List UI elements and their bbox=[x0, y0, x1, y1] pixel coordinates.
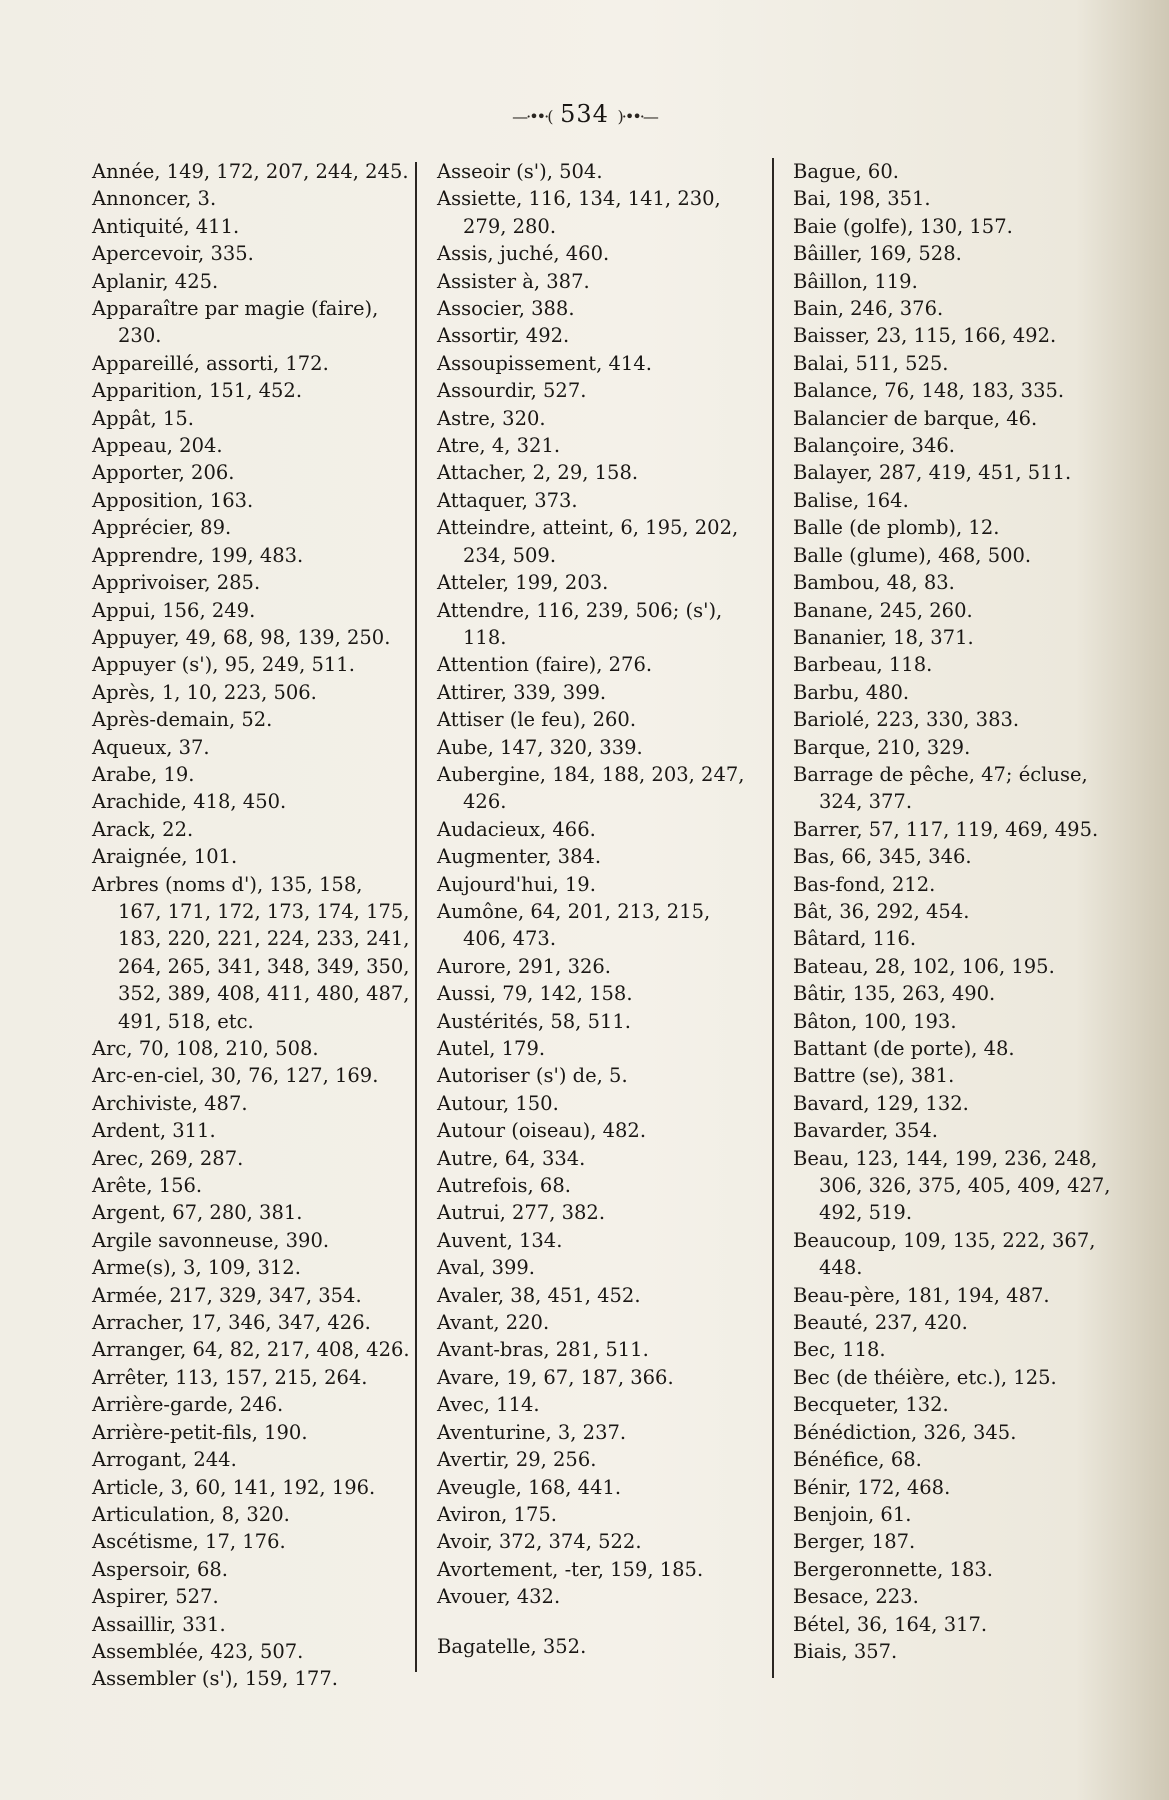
index-entry: Bétel, 36, 164, 317. bbox=[793, 1612, 988, 1636]
index-entry: Bergeronnette, 183. bbox=[793, 1557, 993, 1581]
index-entry: Arc-en-ciel, 30, 76, 127, 169. bbox=[92, 1064, 379, 1088]
page-number: 534 bbox=[560, 100, 609, 128]
index-entry: Apprendre, 199, 483. bbox=[92, 543, 304, 567]
index-entry: Bain, 246, 376. bbox=[793, 297, 944, 321]
index-entry: Autoriser (s') de, 5. bbox=[437, 1064, 628, 1088]
index-entry: Battant (de porte), 48. bbox=[793, 1037, 1015, 1060]
index-entry: Bec, 118. bbox=[793, 1338, 886, 1362]
index-entry: Avare, 19, 67, 187, 366. bbox=[437, 1365, 674, 1389]
index-entry: Barque, 210, 329. bbox=[793, 735, 971, 759]
index-entry: Bâtard, 116. bbox=[793, 927, 917, 951]
index-entry: Avortement, -ter, 159, 185. bbox=[437, 1557, 704, 1581]
index-entry: Après, 1, 10, 223, 506. bbox=[92, 680, 317, 704]
index-entry: Bateau, 28, 102, 106, 195. bbox=[793, 954, 1055, 978]
page-header bbox=[0, 100, 1169, 128]
index-entry: Bas, 66, 345, 346. bbox=[793, 845, 972, 869]
index-entry: Beauté, 237, 420. bbox=[793, 1311, 968, 1335]
index-entry: Arrêter, 113, 157, 215, 264. bbox=[92, 1365, 368, 1389]
column-gap bbox=[437, 1611, 759, 1633]
header-ornament-right: )·••·— bbox=[617, 107, 657, 126]
index-entry: Arracher, 17, 346, 347, 426. bbox=[92, 1311, 371, 1335]
index-entry: Armée, 217, 329, 347, 354. bbox=[92, 1283, 362, 1307]
index-entry: Avec, 114. bbox=[437, 1393, 540, 1417]
index-entry: Apprécier, 89. bbox=[92, 516, 232, 540]
header-ornament-left: —·••·( bbox=[512, 107, 552, 126]
index-entry: Apparaître par magie (faire), 230. bbox=[92, 297, 379, 348]
index-entry: Assaillir, 331. bbox=[92, 1612, 226, 1636]
index-entry: Autour, 150. bbox=[437, 1091, 559, 1115]
index-entry: Avant-bras, 281, 511. bbox=[437, 1338, 649, 1362]
index-entry: Aubergine, 184, 188, 203, 247, 426. bbox=[437, 762, 745, 814]
index-entry: Beau-père, 181, 194, 487. bbox=[793, 1283, 1050, 1307]
index-column-1 bbox=[92, 158, 410, 1693]
index-entry: Asseoir (s'), 504. bbox=[437, 160, 603, 183]
index-entry: Baisser, 23, 115, 166, 492. bbox=[793, 324, 1057, 348]
index-entry: Balance, 76, 148, 183, 335. bbox=[793, 379, 1065, 403]
index-entry: Avertir, 29, 256. bbox=[437, 1448, 597, 1472]
index-entry: Benjoin, 61. bbox=[793, 1502, 912, 1526]
index-entry: Appuyer, 49, 68, 98, 139, 250. bbox=[92, 625, 391, 649]
index-entry: Année, 149, 172, 207, 244, 245. bbox=[92, 160, 409, 183]
index-entry: Audacieux, 466. bbox=[437, 817, 596, 841]
index-entry: Attacher, 2, 29, 158. bbox=[437, 461, 639, 485]
index-entry: Biais, 357. bbox=[793, 1639, 898, 1663]
index-entry: Barrage de pêche, 47; écluse, 324, 377. bbox=[793, 762, 1088, 814]
index-entry: Avouer, 432. bbox=[437, 1585, 561, 1609]
index-entry: Arranger, 64, 82, 217, 408, 426. bbox=[92, 1338, 410, 1362]
index-entry: Appât, 15. bbox=[92, 406, 194, 430]
index-entry: Barrer, 57, 117, 119, 469, 495. bbox=[793, 817, 1099, 841]
index-entry: Assoupissement, 414. bbox=[437, 351, 652, 375]
index-entry: Aspersoir, 68. bbox=[92, 1557, 229, 1581]
index-entry: Aventurine, 3, 237. bbox=[437, 1420, 627, 1444]
index-entry: Bananier, 18, 371. bbox=[793, 625, 974, 649]
index-entry: Aube, 147, 320, 339. bbox=[437, 735, 643, 759]
index-entry: Arack, 22. bbox=[92, 817, 194, 841]
index-entry: Aveugle, 168, 441. bbox=[437, 1475, 622, 1499]
index-entry: Bague, 60. bbox=[793, 160, 899, 183]
index-entry: Arrogant, 244. bbox=[92, 1448, 237, 1472]
index-entry: Austérités, 58, 511. bbox=[437, 1009, 631, 1033]
index-entry: Bavard, 129, 132. bbox=[793, 1091, 969, 1115]
index-entry: Attendre, 116, 239, 506; (s'), 118. bbox=[437, 598, 723, 649]
index-entry: Aval, 399. bbox=[437, 1256, 535, 1280]
index-entry-trailing: Bagatelle, 352. bbox=[437, 1634, 587, 1658]
index-entry: Après-demain, 52. bbox=[92, 708, 273, 732]
index-entry: Beaucoup, 109, 135, 222, 367, 448. bbox=[793, 1228, 1096, 1280]
index-entry: Attaquer, 373. bbox=[437, 488, 578, 512]
index-entry: Articulation, 8, 320. bbox=[92, 1502, 290, 1526]
index-entry: Bâtir, 135, 263, 490. bbox=[793, 982, 996, 1006]
index-entry: Baie (golfe), 130, 157. bbox=[793, 214, 1013, 238]
index-entry: Battre (se), 381. bbox=[793, 1064, 955, 1088]
index-entry: Assis, juché, 460. bbox=[437, 242, 610, 266]
index-entry: Bâillon, 119. bbox=[793, 269, 918, 293]
index-entry: Araignée, 101. bbox=[92, 845, 238, 869]
index-entry: Assourdir, 527. bbox=[437, 379, 587, 403]
index-entry: Avant, 220. bbox=[437, 1311, 550, 1335]
index-entry: Banane, 245, 260. bbox=[793, 598, 973, 622]
index-entry: Berger, 187. bbox=[793, 1530, 916, 1554]
index-entry: Aussi, 79, 142, 158. bbox=[437, 982, 633, 1006]
index-entry: Bambou, 48, 83. bbox=[793, 571, 955, 595]
index-entry: Attention (faire), 276. bbox=[437, 653, 653, 677]
index-entry: Balançoire, 346. bbox=[793, 434, 955, 458]
index-entry: Ascétisme, 17, 176. bbox=[92, 1530, 286, 1554]
index-entry: Arrière-garde, 246. bbox=[92, 1393, 284, 1417]
index-entry: Bec (de théière, etc.), 125. bbox=[793, 1365, 1057, 1389]
index-entry: Assemblée, 423, 507. bbox=[92, 1639, 304, 1663]
index-entry: Arête, 156. bbox=[92, 1174, 203, 1198]
index-entry: Bénir, 172, 468. bbox=[793, 1475, 951, 1499]
index-entry: Aplanir, 425. bbox=[92, 269, 219, 293]
index-entry: Apprivoiser, 285. bbox=[92, 571, 261, 595]
index-entry: Avaler, 38, 451, 452. bbox=[437, 1283, 641, 1307]
index-entry: Becqueter, 132. bbox=[793, 1393, 949, 1417]
index-entry: Appui, 156, 249. bbox=[92, 598, 256, 622]
index-entry: Appeau, 204. bbox=[92, 434, 223, 458]
index-entry: Apercevoir, 335. bbox=[92, 242, 254, 266]
index-entry: Aujourd'hui, 19. bbox=[437, 872, 596, 896]
index-entry: Balise, 164. bbox=[793, 488, 909, 512]
index-entry: Apporter, 206. bbox=[92, 461, 235, 485]
index-entry: Augmenter, 384. bbox=[437, 845, 602, 869]
index-entry: Apposition, 163. bbox=[92, 488, 254, 512]
index-entry: Associer, 388. bbox=[437, 297, 575, 321]
index-entry: Appuyer (s'), 95, 249, 511. bbox=[92, 653, 355, 677]
index-entry: Autel, 179. bbox=[437, 1037, 546, 1060]
index-entry: Aumône, 64, 201, 213, 215, 406, 473. bbox=[437, 899, 711, 951]
index-entry: Atre, 4, 321. bbox=[437, 434, 561, 458]
index-entry: Article, 3, 60, 141, 192, 196. bbox=[92, 1475, 376, 1499]
index-entry: Autrefois, 68. bbox=[437, 1174, 571, 1198]
index-entry: Assortir, 492. bbox=[437, 324, 570, 348]
index-entry: Auvent, 134. bbox=[437, 1228, 563, 1252]
index-entry: Bâiller, 169, 528. bbox=[793, 242, 962, 266]
index-entry: Archiviste, 487. bbox=[92, 1091, 248, 1115]
index-entry: Apparition, 151, 452. bbox=[92, 379, 303, 403]
index-entry: Assister à, 387. bbox=[437, 269, 590, 293]
index-entry: Antiquité, 411. bbox=[92, 214, 240, 238]
index-entry: Arabe, 19. bbox=[92, 762, 195, 786]
index-entry: Atteler, 199, 203. bbox=[437, 571, 609, 595]
index-entry: Beau, 123, 144, 199, 236, 248, 306, 326, 375, 405, 409, 427, 492, 519. bbox=[793, 1146, 1111, 1225]
index-entry: Aurore, 291, 326. bbox=[437, 954, 611, 978]
index-entry: Ardent, 311. bbox=[92, 1119, 216, 1143]
index-entry: Bénéfice, 68. bbox=[793, 1448, 922, 1472]
index-entry: Balle (glume), 468, 500. bbox=[793, 543, 1032, 567]
index-entry: Aspirer, 527. bbox=[92, 1585, 219, 1609]
index-entry: Atteindre, atteint, 6, 195, 202, 234, 509. bbox=[437, 516, 739, 567]
index-entry: Arachide, 418, 450. bbox=[92, 790, 287, 814]
index-entry: Balancier de barque, 46. bbox=[793, 406, 1038, 430]
index-column-2 bbox=[437, 158, 759, 1660]
index-entry: Argile savonneuse, 390. bbox=[92, 1228, 330, 1252]
index-entry: Balai, 511, 525. bbox=[793, 351, 949, 375]
index-entry: Autrui, 277, 382. bbox=[437, 1201, 606, 1225]
index-entry: Balle (de plomb), 12. bbox=[793, 516, 1000, 540]
index-entry: Bai, 198, 351. bbox=[793, 187, 931, 211]
index-entry: Barbeau, 118. bbox=[793, 653, 933, 677]
index-entry: Besace, 223. bbox=[793, 1585, 919, 1609]
index-entry: Attirer, 339, 399. bbox=[437, 680, 607, 704]
index-entry: Appareillé, assorti, 172. bbox=[92, 351, 329, 375]
index-column-3 bbox=[793, 158, 1118, 1665]
index-entry: Arec, 269, 287. bbox=[92, 1146, 244, 1170]
column-rule-right bbox=[772, 158, 774, 1678]
index-entry: Aqueux, 37. bbox=[92, 735, 210, 759]
index-entry: Bas-fond, 212. bbox=[793, 872, 936, 896]
index-entry: Arrière-petit-fils, 190. bbox=[92, 1420, 308, 1444]
index-entry: Bâton, 100, 193. bbox=[793, 1009, 957, 1033]
index-entry: Avoir, 372, 374, 522. bbox=[437, 1530, 642, 1554]
index-entry: Bénédiction, 326, 345. bbox=[793, 1420, 1017, 1444]
column-rule-left bbox=[415, 162, 417, 1672]
index-entry: Bariolé, 223, 330, 383. bbox=[793, 708, 1020, 732]
index-entry: Assembler (s'), 159, 177. bbox=[92, 1667, 338, 1691]
index-entry: Argent, 67, 280, 381. bbox=[92, 1201, 303, 1225]
index-entry: Autre, 64, 334. bbox=[437, 1146, 586, 1170]
index-entry: Annoncer, 3. bbox=[92, 187, 217, 211]
index-entry: Bât, 36, 292, 454. bbox=[793, 899, 970, 923]
index-entry: Aviron, 175. bbox=[437, 1502, 557, 1526]
index-entry: Arbres (noms d'), 135, 158, 167, 171, 172, 173, 174, 175, 183, 220, 221, 224, 233, 241, 264, 265, 341, 348, 349, 350, 352, 389, 408, 411, 480, 487, 491, 518, etc. bbox=[92, 872, 410, 1033]
index-entry: Autour (oiseau), 482. bbox=[437, 1119, 647, 1143]
index-entry: Arc, 70, 108, 210, 508. bbox=[92, 1037, 319, 1060]
index-entry: Astre, 320. bbox=[437, 406, 546, 430]
index-entry: Balayer, 287, 419, 451, 511. bbox=[793, 461, 1072, 485]
index-entry: Arme(s), 3, 109, 312. bbox=[92, 1256, 301, 1280]
index-entry: Barbu, 480. bbox=[793, 680, 910, 704]
index-entry: Attiser (le feu), 260. bbox=[437, 708, 637, 732]
index-entry: Bavarder, 354. bbox=[793, 1119, 938, 1143]
index-entry: Assiette, 116, 134, 141, 230, 279, 280. bbox=[437, 187, 721, 238]
